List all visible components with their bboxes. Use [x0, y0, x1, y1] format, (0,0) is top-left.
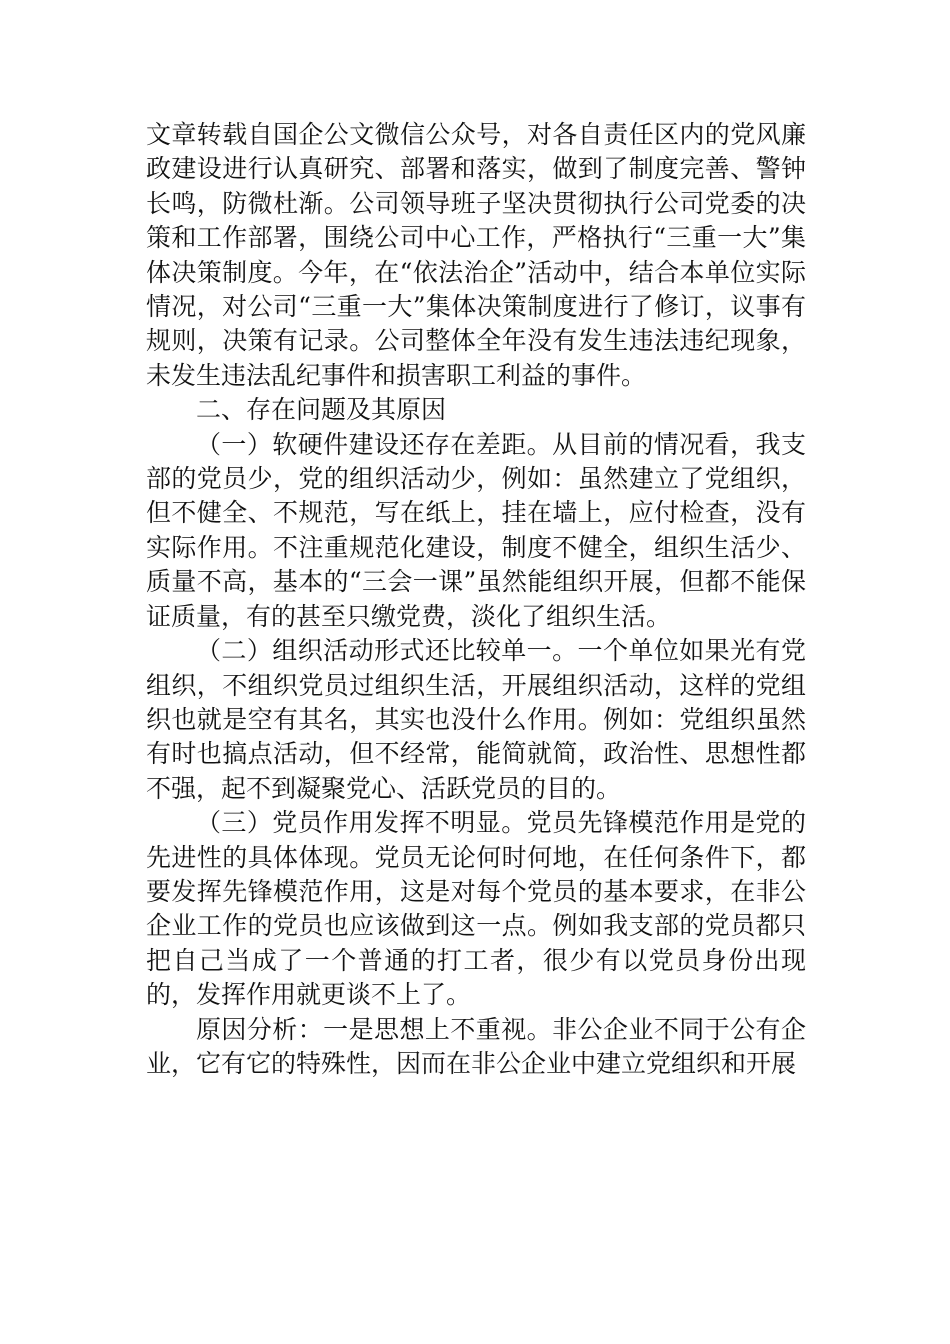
section-heading-problems-and-causes: 二、存在问题及其原因 [196, 395, 447, 425]
paragraph-cause-analysis: 原因分析：一是思想上不重视。非公企业不同于公有企业，它有它的特殊性，因而在非公企业中建立党组织和开展 [146, 1014, 806, 1078]
paragraph-problem-1: （一）软硬件建设还存在差距。从目前的情况看，我支部的党员少，党的组织活动少，例如：虽然建立了党组织，但不健全、不规范，写在纸上，挂在墙上，应付检查，没有实际作用。不注重规范化建设，制度不健全，组织生活少、质量不高，基本的“三会一课”虽然能组织开展，但都不能保证质量，有的甚至只缴党费，淡化了组织生活。 [146, 429, 806, 631]
paragraph-intro-continuation: 文章转载自国企公文微信公众号，对各自责任区内的党风廉政建设进行认真研究、部署和落实，做到了制度完善、警钟长鸣，防微杜渐。公司领导班子坚决贯彻执行公司党委的决策和工作部署，围绕公司中心工作，严格执行“三重一大”集体决策制度。今年，在“依法治企”活动中，结合本单位实际情况，对公司“三重一大”集体决策制度进行了修订，议事有规则，决策有记录。公司整体全年没有发生违法违纪现象，未发生违法乱纪事件和损害职工利益的事件。 [146, 120, 806, 390]
paragraph-problem-2: （二）组织活动形式还比较单一。一个单位如果光有党组织，不组织党员过组织生活，开展组织活动，这样的党组织也就是空有其名，其实也没什么作用。例如：党组织虽然有时也搞点活动，但不经常，能简就简，政治性、思想性都不强，起不到凝聚党心、活跃党员的目的。 [146, 636, 806, 803]
document-body [146, 118, 806, 1081]
paragraph-problem-3: （三）党员作用发挥不明显。党员先锋模范作用是党的先进性的具体体现。党员无论何时何地，在任何条件下，都要发挥先锋模范作用，这是对每个党员的基本要求，在非公企业工作的党员也应该做到这一点。例如我支部的党员都只把自己当成了一个普通的打工者，很少有以党员身份出现的，发挥作用就更谈不上了。 [146, 808, 806, 1010]
